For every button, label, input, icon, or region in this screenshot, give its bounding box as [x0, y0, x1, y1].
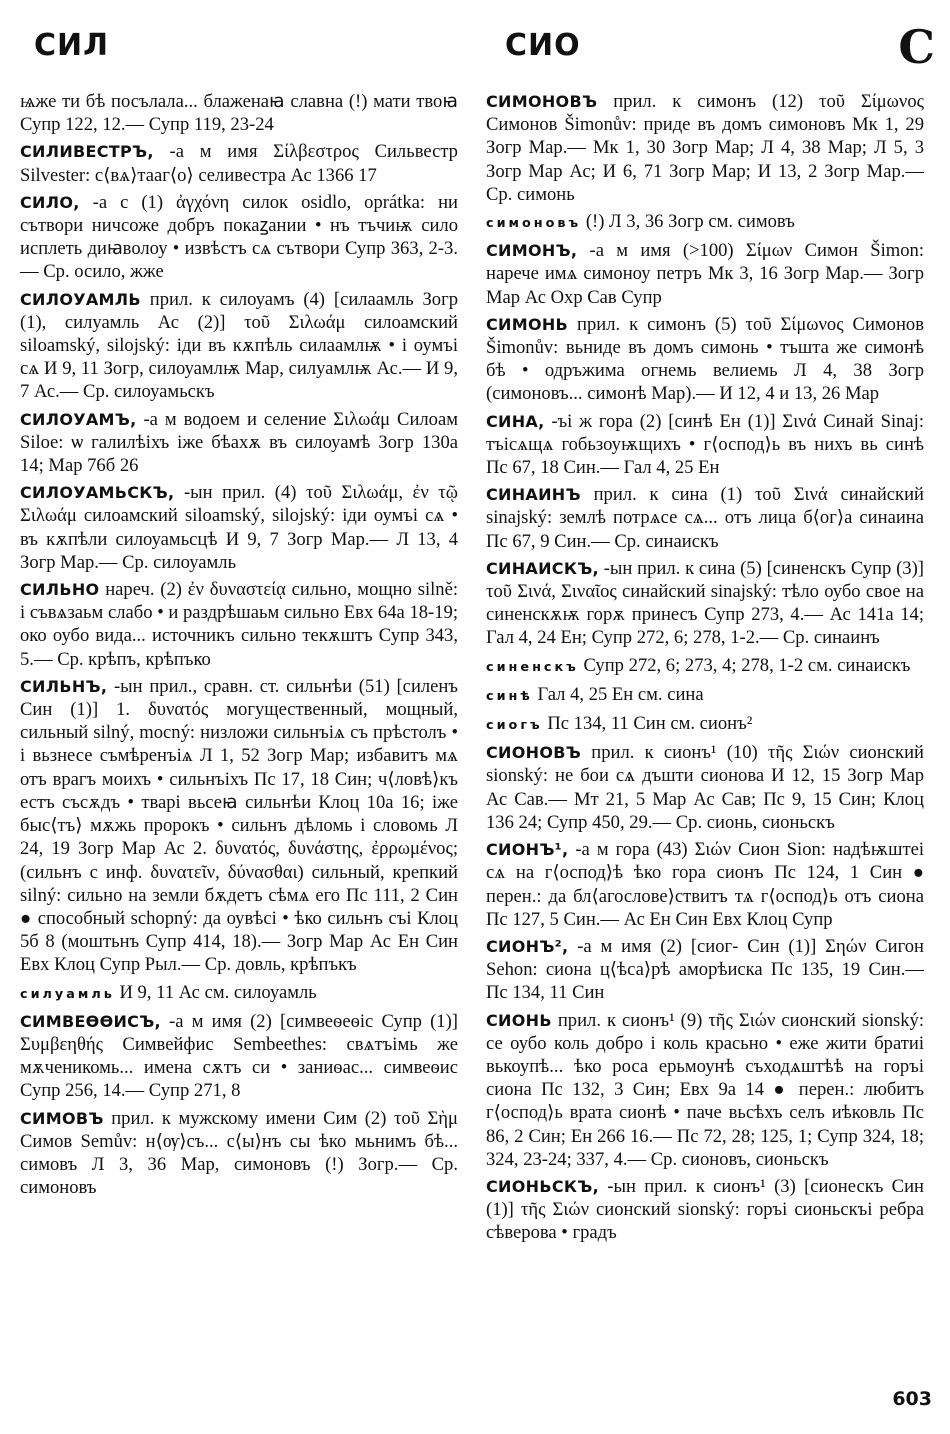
- entry-headword: СИЛОУАМЛЬ: [20, 289, 141, 309]
- dictionary-entry: [486, 239, 924, 309]
- entry-variant-form: симоновъ: [486, 216, 582, 232]
- entry-headword: СИНАИНЪ: [486, 485, 581, 505]
- dictionary-entry: [20, 1010, 458, 1103]
- entry-body: прил. к сина (1) τοῦ Σινά синайский sinajský: землѣ потрѧсе сѧ... отъ лица б⟨ог⟩а синаина Пс 67, 9 Син.— Ср. синаискъ: [486, 484, 924, 552]
- entry-headword: СИНА,: [486, 411, 545, 431]
- entry-headword: СИЛЬНО: [20, 580, 100, 600]
- entry-headword: СИЛО,: [20, 192, 80, 212]
- dictionary-entry: [20, 140, 458, 186]
- entry-body: ѩже ти бѣ посълала... блаженаꙗ славна (!) мати твоꙗ Супр 122, 12.— Супр 119, 23-24: [20, 91, 458, 136]
- entry-body: прил. к симонъ (12) τοῦ Σίμωνος Симонов Šimonův: приде въ домъ симоновъ Мк 1, 29 Зогр Мар.— Мк 1, 30 Зогр Мар; Л 4, 38 Мар; Л 5, 3 Зогр Мар Ас; И 6, 71 Зогр Мар; И 13, 2 Зогр Мар.— Ср. симонь: [486, 91, 924, 205]
- entry-headword: СИМОНЬ: [486, 314, 569, 334]
- entry-headword: СИОНЪ²,: [486, 936, 569, 956]
- entry-body: -а м имя (2) [сиог- Син (1)] Σηών Сигон Sehon: сиона ц⟨ѣса⟩рѣ аморѣиска Пс 135, 19 Син.— Пс 134, 11 Син: [486, 935, 924, 1004]
- right-column: [486, 90, 924, 1249]
- dictionary-entry: [486, 838, 924, 931]
- entry-headword: СИМОНЪ,: [486, 241, 578, 261]
- entry-headword: СИМОВЪ: [20, 1108, 104, 1128]
- dictionary-entry: [486, 741, 924, 834]
- entry-variant-form: сиогъ: [486, 718, 543, 734]
- entry-body: -ын прил. к сионъ¹ (3) [сионескъ Син (1)] τῆς Σιών сионский sionský: горъі сионьскъі ребра сѣверова • градъ: [486, 1175, 924, 1244]
- dictionary-entry: [486, 410, 924, 480]
- entry-headword: СИЛЬНЪ,: [20, 676, 108, 696]
- entry-body: Супр 272, 6; 273, 4; 278, 1-2 см. синаискъ: [583, 654, 911, 676]
- entry-headword: СИНАИСКЪ,: [486, 558, 599, 578]
- entry-body: -а м имя (2) [симвеѳеѳіс Супр (1)] Συμβεηθής Симвейфис Sembeethes: свѧтъімь же мѫченикомь... имена сѫтъ си • заниѳас... симвеѳис Супр 256, 14.— Супр 271, 8: [20, 1010, 458, 1102]
- entry-body: -а м гора (43) Σιών Сион Sion: надѣѭштеі сѧ на г⟨оспод⟩ѣ ѣко гора сионъ Пс 124, 1 Син ● перен.: да бл⟨агослове⟩ствитъ тѧ г⟨оспод⟩ь отъ сиона Пс 127, 5 Син.— Ас Ен Син Евх Клоц Супр: [486, 839, 924, 930]
- entry-body: -а м водоем и селение Σιλωάμ Силоам Siloe: ѡ галилѣіхъ іже бѣахѫ въ силоуамѣ Зогр 130а 14; Мар 76б 26: [20, 408, 458, 477]
- dictionary-entry: [20, 675, 458, 977]
- entry-body: -а м имя Σίλβεστρος Сильвестр Silvester: с⟨вѧ⟩тааг⟨о⟩ селивестра Ас 1366 17: [20, 141, 458, 186]
- dictionary-entry: [486, 935, 924, 1005]
- entry-variant-form: синѣ: [486, 688, 533, 704]
- section-letter: С: [898, 20, 936, 74]
- entry-body: прил. к силоуамъ (4) [силаамль Зогр (1), силуамль Ас (2)] τοῦ Σιλωάμ силоамский siloamský, silojský: іди въ кѫпѣль силаамлѭ • і оумъі сѧ И 9, 11 Зогр, силоуамлѭ Мар, силуамлѭ Ас.— И 9, 7 Ас.— Ср. силоуамьскъ: [20, 288, 458, 403]
- dictionary-entry: [486, 90, 924, 206]
- entry-body: И 9, 11 Ас см. силоуамль: [119, 981, 317, 1003]
- left-column: [20, 90, 458, 1203]
- entry-body: Пс 134, 11 Син см. сионъ²: [547, 713, 753, 735]
- dictionary-entry: [486, 1009, 924, 1171]
- running-head-left: СИЛ: [34, 28, 110, 63]
- dictionary-entry: [20, 481, 458, 574]
- entry-body: Гал 4, 25 Ен см. сина: [537, 683, 704, 705]
- dictionary-entry: [486, 712, 924, 737]
- dictionary-entry: [20, 288, 458, 404]
- entry-headword: СИМОНОВЪ: [486, 92, 598, 111]
- dictionary-entry: [486, 557, 924, 650]
- dictionary-entry: [20, 90, 458, 136]
- dictionary-entry: [486, 483, 924, 553]
- entry-variant-form: силуамль: [20, 986, 115, 1002]
- entry-body: прил. к сионъ¹ (9) τῆς Σιών сионский sionský: се оубо коль добро і коль красьно • еже жити братиі вькоупѣ... ѣко роса ерьмоунѣ съходѧштѣѣ на горъі сиона Пс 132, 3 Син; Евх 9а 14 ● перен.: любитъ г⟨оспод⟩ь врата сионѣ • паче вьсѣхъ селъ иѣковль Пс 86, 2 Син; Ен 266 16.— Пс 72, 28; 125, 1; Супр 324, 18; 324, 23-24; 337, 4.— Ср. сионовъ, сионьскъ: [486, 1009, 924, 1170]
- entry-headword: СИОНЬ: [486, 1010, 552, 1030]
- dictionary-entry: [20, 191, 458, 284]
- entry-body: прил. к мужскому имени Сим (2) τοῦ Σὴμ Симов Semův: н⟨ѹ⟩съ... с⟨ы⟩нъ сы ѣко мьнимъ бѣ... симовъ Л 3, 36 Мар, симоновъ (!) Зогр.— Ср. симоновъ: [20, 1107, 458, 1199]
- page-number: 603: [892, 1388, 932, 1410]
- dictionary-entry: [486, 683, 924, 708]
- entry-headword: СИОНЪ¹,: [486, 840, 569, 860]
- entry-headword: СИОНОВЪ: [486, 743, 582, 763]
- entry-body: нареч. (2) ἐν δυναστείᾳ сильно, мощно silně: і съвѧзаьм слабо • и раздрѣшаьм сильно Евх 64а 18-19; око оубо вида... источникъ сильно текѫштъ Супр 343, 5.— Ср. крѣпъ, крѣпъко: [20, 579, 458, 670]
- dictionary-entry: [20, 1107, 458, 1200]
- dictionary-entry: [486, 654, 924, 679]
- entry-body: прил. к сионъ¹ (10) τῆς Σιών сионский sionský: не бои сѧ дъшти сионова И 12, 15 Зогр Мар Ас Сав.— Мт 21, 5 Мар Ас Сав; Пс 9, 15 Син; Клоц 136 24; Супр 450, 29.— Ср. сионь, сионьскъ: [486, 742, 924, 833]
- entry-headword: СИМВЕѲѲИСЪ,: [20, 1011, 161, 1031]
- dictionary-entry: [486, 210, 924, 235]
- entry-body: -ъі ж гора (2) [синѣ Ен (1)] Σινά Синай Sinaj: тъісѧщѧ гобьзоуѭщихъ • г⟨оспод⟩ь въ нихъ вь синѣ Пс 67, 18 Син.— Гал 4, 25 Ен: [486, 410, 924, 479]
- running-head-center: СИО: [505, 28, 581, 63]
- entry-body: -а м имя (>100) Σίμων Симон Šimon: нарече имѧ симоноу петръ Мк 3, 16 Зогр Мар.— Зогр Мар Ас Охр Сав Супр: [486, 240, 924, 308]
- entry-body: (!) Л 3, 36 Зогр см. симовъ: [585, 211, 795, 233]
- entry-body: -а с (1) ἀγχόνη силок osidlo, oprátka: ни сътвори ничсоже добръ покаꙁании • нъ тъчиѭ сило исплеть диꙗволоу • извѣстъ сѧ сътвори Супр 363, 2-3.— Ср. осило, жже: [20, 191, 459, 283]
- dictionary-entry: [20, 408, 458, 478]
- entry-body: -ын прил. (4) τοῦ Σιλωάμ, ἐν τῷ Σιλωάμ силоамский siloamský, silojský: іди оумъі сѧ • въ кѫпѣли силоуамьсцѣ И 9, 7 Зогр Мар.— Л 13, 4 Зогр Мар.— Ср. силоуамль: [20, 482, 458, 573]
- entry-headword: СИЛОУАМЬСКЪ,: [20, 483, 175, 503]
- entry-headword: СИЛИВЕСТРЪ,: [20, 142, 154, 162]
- entry-body: -ын прил., сравн. ст. сильнѣи (51) [силенъ Син (1)] 1. δυνατός могущественный, мощный, сильный silný, mocný: низложи сильнъіѧ съ прѣстолъ • і вьзнесе съмѣренъіѧ Л 1, 52 Зогр Мар; избавитъ мѧ отъ врагъ моихъ • сильнъіхъ Пс 17, 18 Син; ч⟨ловѣ⟩къ естъ съсѫдъ • тварі вьсеꙗ сильнѣи Клоц 10а 16; іже быс⟨тъ⟩ мѫжь пророкъ • сильнъ дѣломь і словомь Л 24, 19 Зогр Мар Ас 2. δυνατός, δυνάστης, ἐρρωμένος; (сильнъ с инф. δυνατεῖν, δύνασθαι) сильный, крепкий silný: сильно на земли бѫдетъ сѣмѧ его Пс 111, 2 Син ● способный schopný: да оувѣсі • ѣко сильнъ съі Клоц 5б 8 (моштьнъ Супр 414, 18).— Зогр Мар Ас Ен Син Евх Клоц Супр Рыл.— Ср. довль, крѣпъкъ: [20, 675, 458, 976]
- dictionary-entry: [486, 1175, 924, 1245]
- entry-headword: СИЛОУАМЪ,: [20, 409, 137, 429]
- dictionary-entry: [486, 313, 924, 406]
- entry-headword: СИОНЬСКЪ,: [486, 1176, 599, 1196]
- dictionary-entry: [20, 981, 458, 1006]
- entry-body: -ын прил. к сина (5) [синенскъ Супр (3)] τοῦ Σινά, Σιναῖος синайский sinajský: тѣло оубо свое на синенскѫѭ горѫ принесъ Супр 273, 4.— Ас 141а 14; Гал 4, 24 Ен; Супр 272, 6; 278, 1-2.— Ср. синаинъ: [486, 557, 924, 649]
- dictionary-entry: [20, 578, 458, 671]
- entry-variant-form: синенскъ: [486, 659, 579, 675]
- entry-body: прил. к симонъ (5) τοῦ Σίμωνος Симонов Šimonův: вьниде въ домъ симонь • тъшта же симонѣ бѣ • одръжима огнемь велиемь Л 4, 38 Зогр (симоновъ... симонѣ Мар).— И 12, 4 и 13, 26 Мар: [486, 313, 924, 405]
